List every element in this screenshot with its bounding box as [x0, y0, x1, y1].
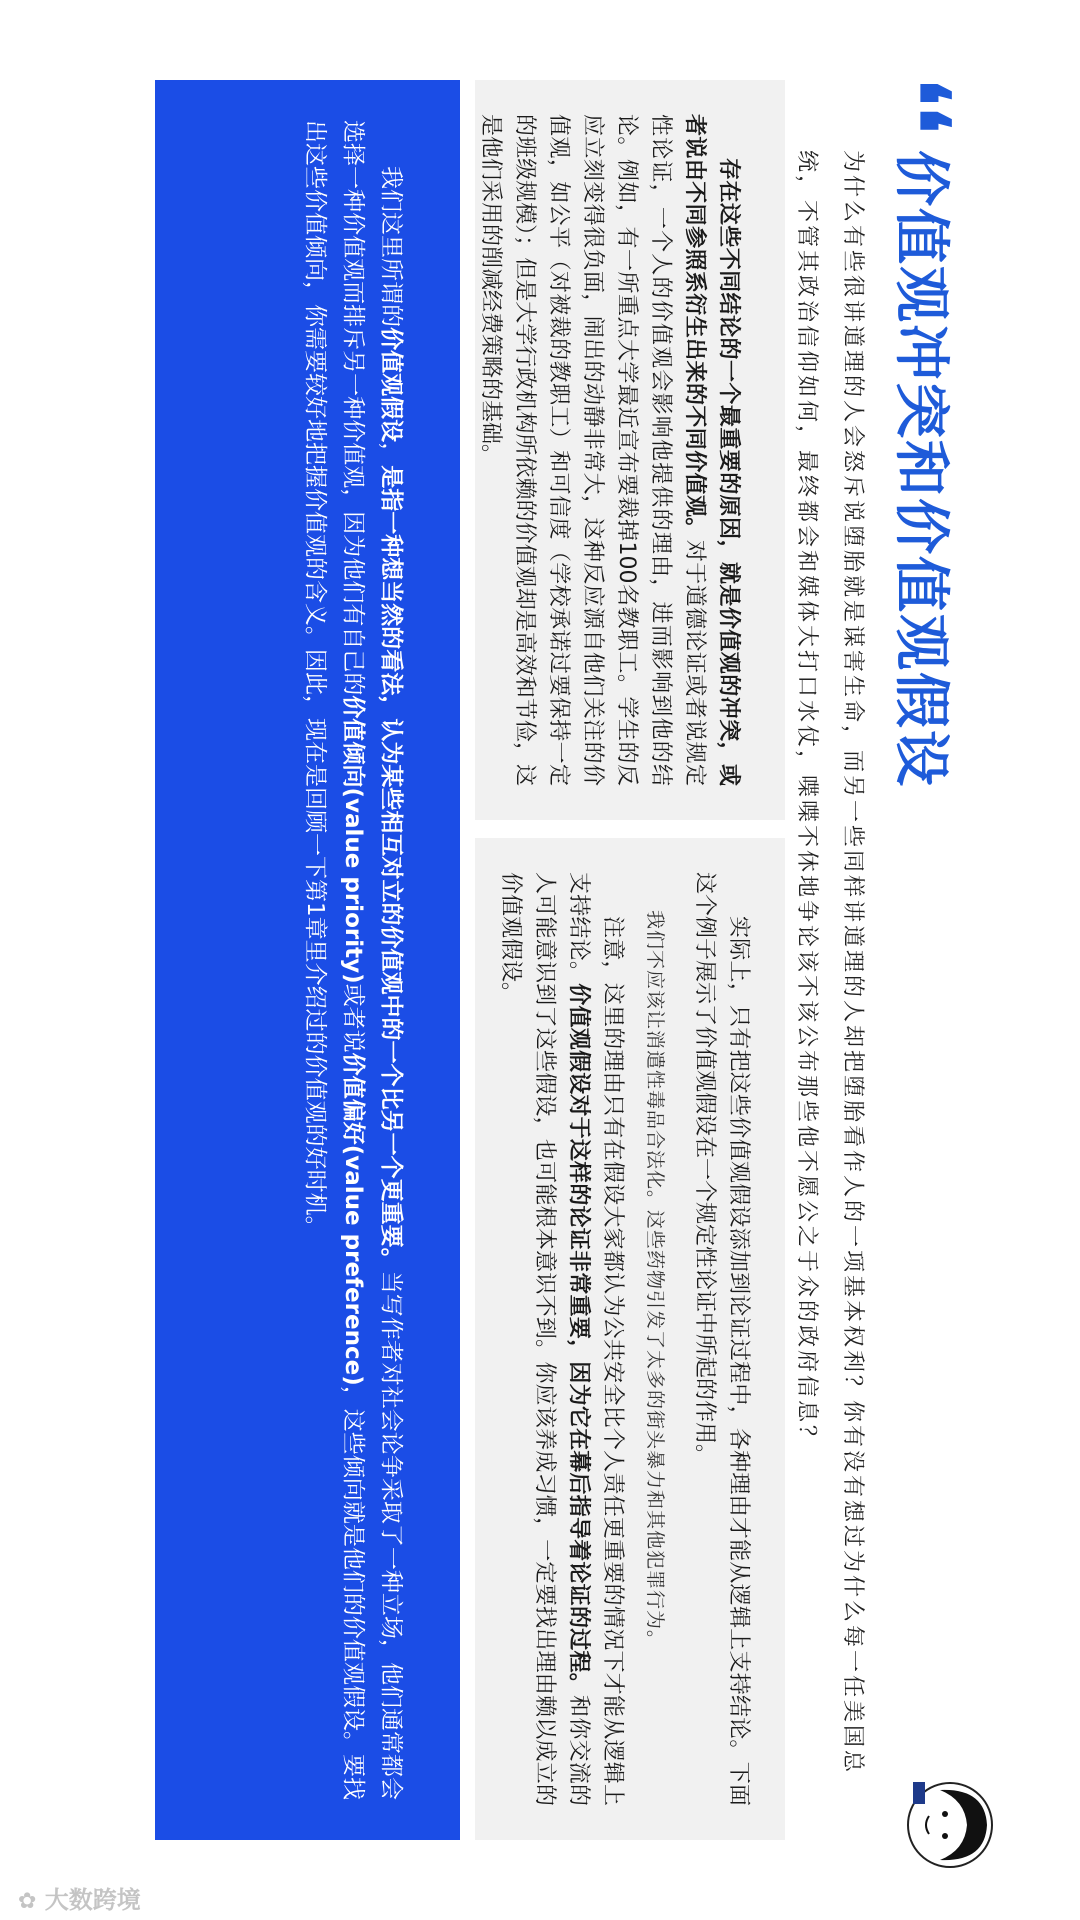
definition-box: [155, 80, 460, 1840]
logo-icon: ✿: [18, 1889, 37, 1914]
card-left: [475, 80, 785, 820]
bold-text: 价值倾向(value priority): [340, 695, 366, 984]
card-left-paragraph: [473, 114, 745, 786]
bold-text: 是指一种想当然的看法，认为某些相互对立的价值观中的一个比另一个更重要。: [378, 465, 404, 1271]
avatar-icon: [905, 1780, 995, 1870]
bold-text: 价值观假设: [378, 327, 404, 443]
quote-icon: ❛❛: [867, 78, 968, 134]
definition-paragraph: [296, 120, 410, 1800]
body-text: 对于道德论证或者说规定性论证，一个人的价值观会影响他提供的理由，进而影响到他的结论。例如，有一所重点大学最近宣布要裁掉100名教职工。学生的反应立刻变得很负面，闹出的动静非常大，这种反应源自他们关注的价值观，如公平（对被裁的教职工）和可信度（学校承诺过要保持一定的班级规模）；但是大学行政机构所依赖的价值观却是高效和节俭，这是他们采用的削减经费策略的基础。: [478, 114, 707, 786]
body-text: ，这些倾向就是他们的价值观假设。要找出这些价值倾向，你需要较好地把握价值观的含义。因此，现在是回顾一下第1章里介绍过的价值观的好时机。: [302, 120, 366, 1801]
page-title: 价值观冲突和价值观假设: [888, 150, 953, 788]
body-text: ，: [378, 442, 404, 466]
body-text: 和你交流的人可能意识到了这些假设，也可能根本意识不到。你应该养成习惯，一定要找出理由赖以成立的价值观假设。: [498, 872, 591, 1806]
body-text: 我们这里所谓的: [378, 166, 404, 328]
body-text: 或者说: [340, 983, 366, 1053]
card-right-paragraph-2: [493, 872, 629, 1806]
watermark-text: 大数跨境: [44, 1886, 141, 1914]
bold-text: 或者说由不同参照系衍生出来的不同价值观。: [682, 114, 741, 786]
bold-text: 价值偏好(value preference): [340, 1052, 366, 1386]
watermark: [18, 1880, 141, 1915]
body-text: 当写作者对社会论争采取了一种立场，他们通常都会选择一种价值观而排斥另一种价值观，因为他们有自己的: [340, 120, 404, 1801]
body-text: 注意，这里的理由只有在假设大家都认为公共安全比个人责任更重要的情况下才能从逻辑上支持结论。: [566, 872, 625, 1806]
example-quote: 我们不应该让消遣性毒品合法化。这些药物引发了太多的街头暴力和其他犯罪行为。: [644, 910, 666, 1651]
bold-text: 存在这些不同结论的一个最重要的原因，就是价值观的冲突，: [716, 158, 741, 764]
bold-text: 价值观假设对于这样的论证非常重要，因为它在幕后指导着论证的过程。: [566, 983, 591, 1695]
intro-text: 为什么有些很讲道理的人会怒斥说堕胎就是谋害生命，而另一些同样讲道理的人却把堕胎看作人的一项基本权利？你有没有想过为什么每一任美国总统，不管其政治信仰如何，最终都会和媒体大打口水仗，喋喋不休地争论该不该公布那些他不愿公之于众的政府信息？: [794, 150, 865, 1776]
card-right: [475, 838, 785, 1840]
card-right-paragraph-1: 实际上，只有把这些价值观假设添加到论证过程中，各种理由才能从逻辑上支持结论。下面这个例子展示了价值观假设在一个规定性论证中所起的作用。: [692, 872, 751, 1806]
